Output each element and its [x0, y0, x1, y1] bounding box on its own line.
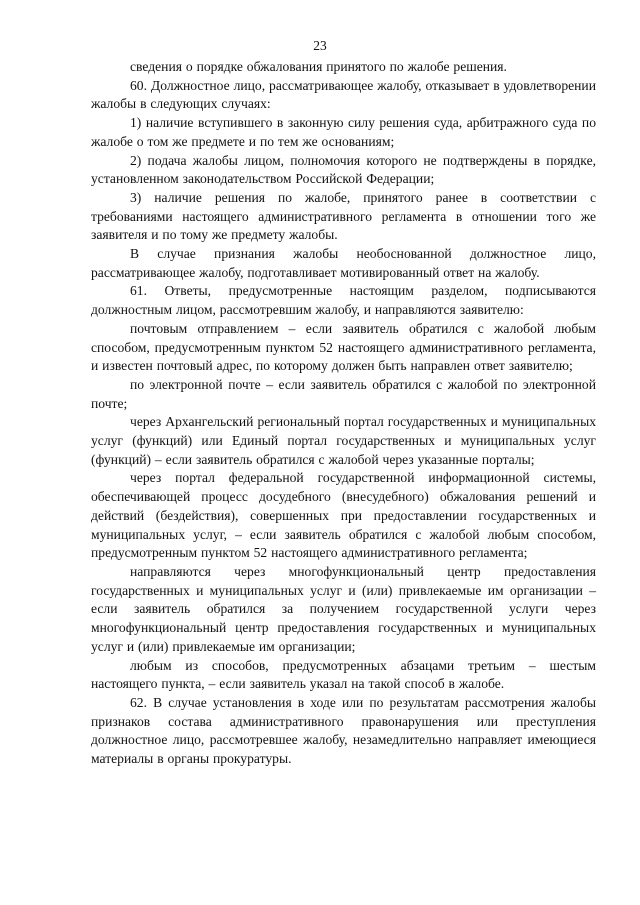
paragraph: В случае признания жалобы необоснованной должностное лицо, рассматривающее жалобу, подготавливает мотивированный ответ на жалобу.	[91, 246, 596, 280]
paragraph: любым из способов, предусмотренных абзацами третьим – шестым настоящего пункта, – если заявитель указал на такой способ в жалобе.	[91, 657, 596, 692]
paragraph: почтовым отправлением – если заявитель обратился с жалобой любым способом, предусмотренным пунктом 52 настоящего административного регламента, и известен почтовый адрес, по которому должен быть направлен ответ заявителю;	[91, 320, 596, 374]
paragraph: 62. В случае установления в ходе или по результатам рассмотрения жалобы признаков состава административного правонарушения или преступления должностное лицо, рассмотревшее жалобу, незамедлительно направляет имеющиеся материалы в органы прокуратуры.	[91, 694, 596, 767]
document-body	[91, 58, 596, 769]
paragraph: 60. Должностное лицо, рассматривающее жалобу, отказывает в удовлетворении жалобы в следующих случаях:	[91, 77, 596, 112]
paragraph: по электронной почте – если заявитель обратился с жалобой по электронной почте;	[91, 376, 596, 411]
paragraph: сведения о порядке обжалования принятого по жалобе решения.	[130, 59, 507, 74]
paragraph: 2) подача жалобы лицом, полномочия которого не подтверждены в порядке, установленном законодательством Российской Федерации;	[91, 152, 596, 187]
page-number: 23	[313, 38, 327, 53]
paragraph: 61. Ответы, предусмотренные настоящим разделом, подписываются должностным лицом, рассмотревшим жалобу, и направляются заявителю:	[91, 283, 596, 318]
paragraph: 3) наличие решения по жалобе, принятого ранее в соответствии с требованиями настоящего административного регламента в отношении того же заявителя и по тому же предмету жалобы.	[91, 189, 596, 243]
paragraph: через портал федеральной государственной информационной системы, обеспечивающей процесс досудебного (внесудебного) обжалования решений и действий (бездействия), совершенных при предоставлении государственных и муниципальных услуг, – если заявитель обратился с жалобой любым способом, предусмотренным пунктом 52 настоящего административного регламента;	[91, 470, 596, 561]
paragraph: через Архангельский региональный портал государственных и муниципальных услуг (функций) или Единый портал государственных и муниципальных услуг (функций) – если заявитель обратился с жалобой через указанные порталы;	[91, 414, 596, 467]
paragraph: 1) наличие вступившего в законную силу решения суда, арбитражного суда по жалобе о том же предмете и по тем же основаниям;	[91, 115, 596, 149]
paragraph: направляются через многофункциональный центр предоставления государственных и муниципальных услуг и (или) привлекаемые им организации – если заявитель обратился за получением государственной услуги через многофункциональный центр предоставления государственных и муниципальных услуг и (или) привлекаемые им организации;	[91, 563, 596, 654]
